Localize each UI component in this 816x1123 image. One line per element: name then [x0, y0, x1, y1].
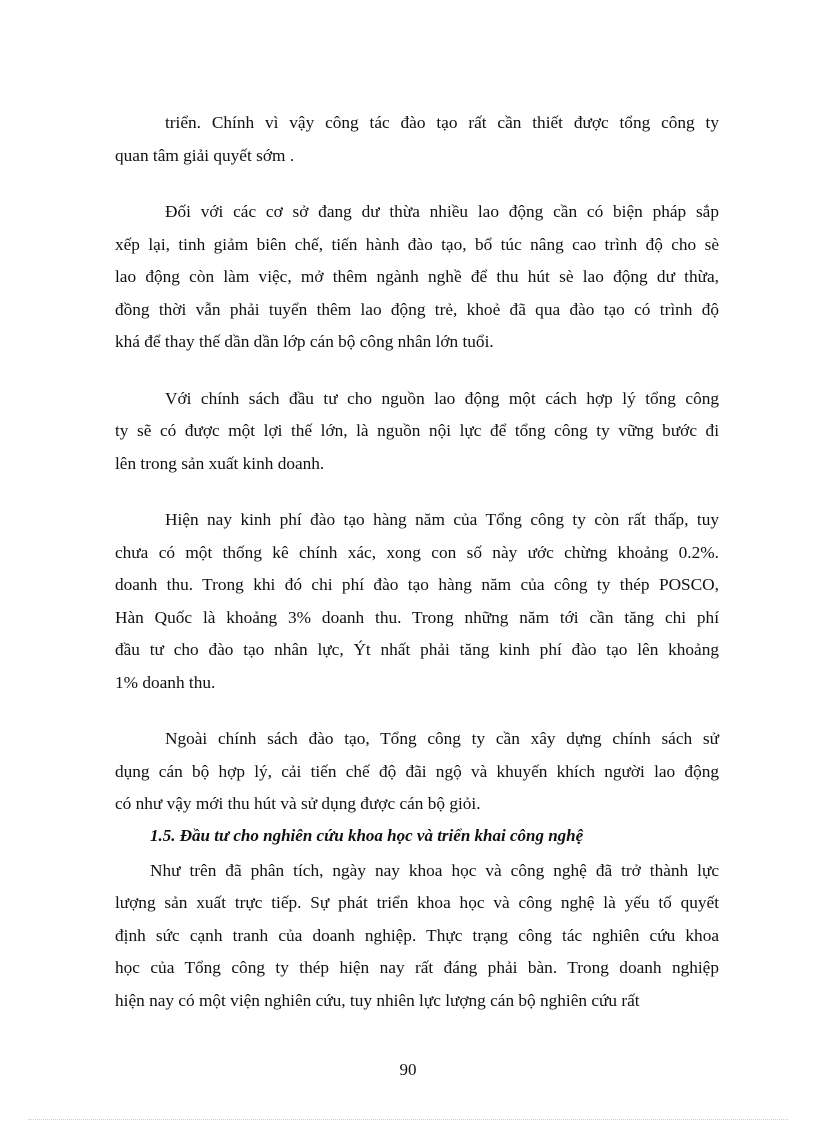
- text-line: định sức cạnh tranh của doanh nghiệp. Thực trạng công tác nghiên cứu khoa: [115, 925, 719, 945]
- paragraph-staff-policy: [115, 723, 719, 821]
- text-line: khá để thay thế dần dần lớp cán bộ công nhân lớn tuổi.: [115, 332, 494, 351]
- paragraph-gap: [115, 359, 719, 383]
- text-line: Ngoài chính sách đào tạo, Tổng công ty cần xây dựng chính sách sử: [165, 729, 719, 748]
- paragraph-investment-policy: [115, 383, 719, 481]
- text-line: dụng cán bộ hợp lý, cải tiến chế độ đãi ngộ và khuyến khích người lao động: [115, 761, 719, 781]
- text-column: [115, 107, 719, 1017]
- text-line: 1% doanh thu.: [115, 672, 216, 692]
- text-line: có như vậy mới thu hút và sử dụng được cán bộ giỏi.: [115, 794, 481, 813]
- footer-divider: [28, 1119, 788, 1120]
- text-line: quan tâm giải quyết sớm .: [115, 145, 295, 165]
- paragraph-research-investment: [115, 855, 719, 1018]
- paragraph-gap: [115, 480, 719, 504]
- text-line: hiện nay có một viện nghiên cứu, tuy nhiên lực lượng cán bộ nghiên cứu rất: [115, 990, 640, 1010]
- text-line: triển. Chính vì vậy công tác đào tạo rất cần thiết được tổng công ty: [165, 113, 719, 132]
- text-line: ty sẽ có được một lợi thế lớn, là nguồn nội lực để tổng công ty vững bước đi: [115, 421, 719, 440]
- text-line: lượng sản xuất trực tiếp. Sự phát triển khoa học và công nghệ là yếu tố quyết: [115, 893, 719, 912]
- text-line: đầu tư cho đào tạo nhân lực, Ýt nhất phải tăng kinh phí đào tạo lên khoảng: [115, 640, 719, 659]
- paragraph-gap: [115, 172, 719, 196]
- text-line: doanh thu. Trong khi đó chi phí đào tạo hàng năm của công ty thép POSCO,: [115, 575, 719, 594]
- text-line: đồng thời vẫn phải tuyển thêm lao động trẻ, khoẻ đã qua đào tạo có trình độ: [115, 299, 719, 319]
- paragraph-training-urgency: [115, 107, 719, 172]
- text-line: lao động còn làm việc, mở thêm ngành nghề để thu hút sè lao động dư thừa,: [115, 267, 719, 286]
- text-line: học của Tổng công ty thép hiện nay rất đáng phải bàn. Trong doanh nghiệp: [115, 958, 719, 977]
- text-line: Đối với các cơ sở đang dư thừa nhiều lao động cần có biện pháp sắp: [165, 202, 719, 221]
- section-heading: 1.5. Đầu tư cho nghiên cứu khoa học và triển khai công nghệ: [150, 825, 584, 845]
- text-line: Như trên đã phân tích, ngày nay khoa học và công nghệ đã trở thành lực: [150, 860, 719, 880]
- paragraph-surplus-labor: [115, 196, 719, 359]
- page-number: 90: [399, 1060, 417, 1079]
- text-line: Hiện nay kinh phí đào tạo hàng năm của Tổng công ty còn rất thấp, tuy: [165, 510, 719, 529]
- text-line: Hàn Quốc là khoảng 3% doanh thu. Trong những năm tới cần tăng chi phí: [115, 607, 719, 627]
- paragraph-gap: [115, 699, 719, 723]
- text-line: lên trong sản xuất kinh doanh.: [115, 453, 325, 473]
- text-line: chưa có một thống kê chính xác, xong con số này ước chừng khoảng 0.2%.: [115, 542, 719, 562]
- paragraph-training-budget: [115, 504, 719, 699]
- text-line: Với chính sách đầu tư cho nguồn lao động một cách hợp lý tổng công: [165, 388, 719, 408]
- text-line: xếp lại, tinh giảm biên chế, tiến hành đào tạo, bổ túc nâng cao trình độ cho sè: [115, 234, 719, 254]
